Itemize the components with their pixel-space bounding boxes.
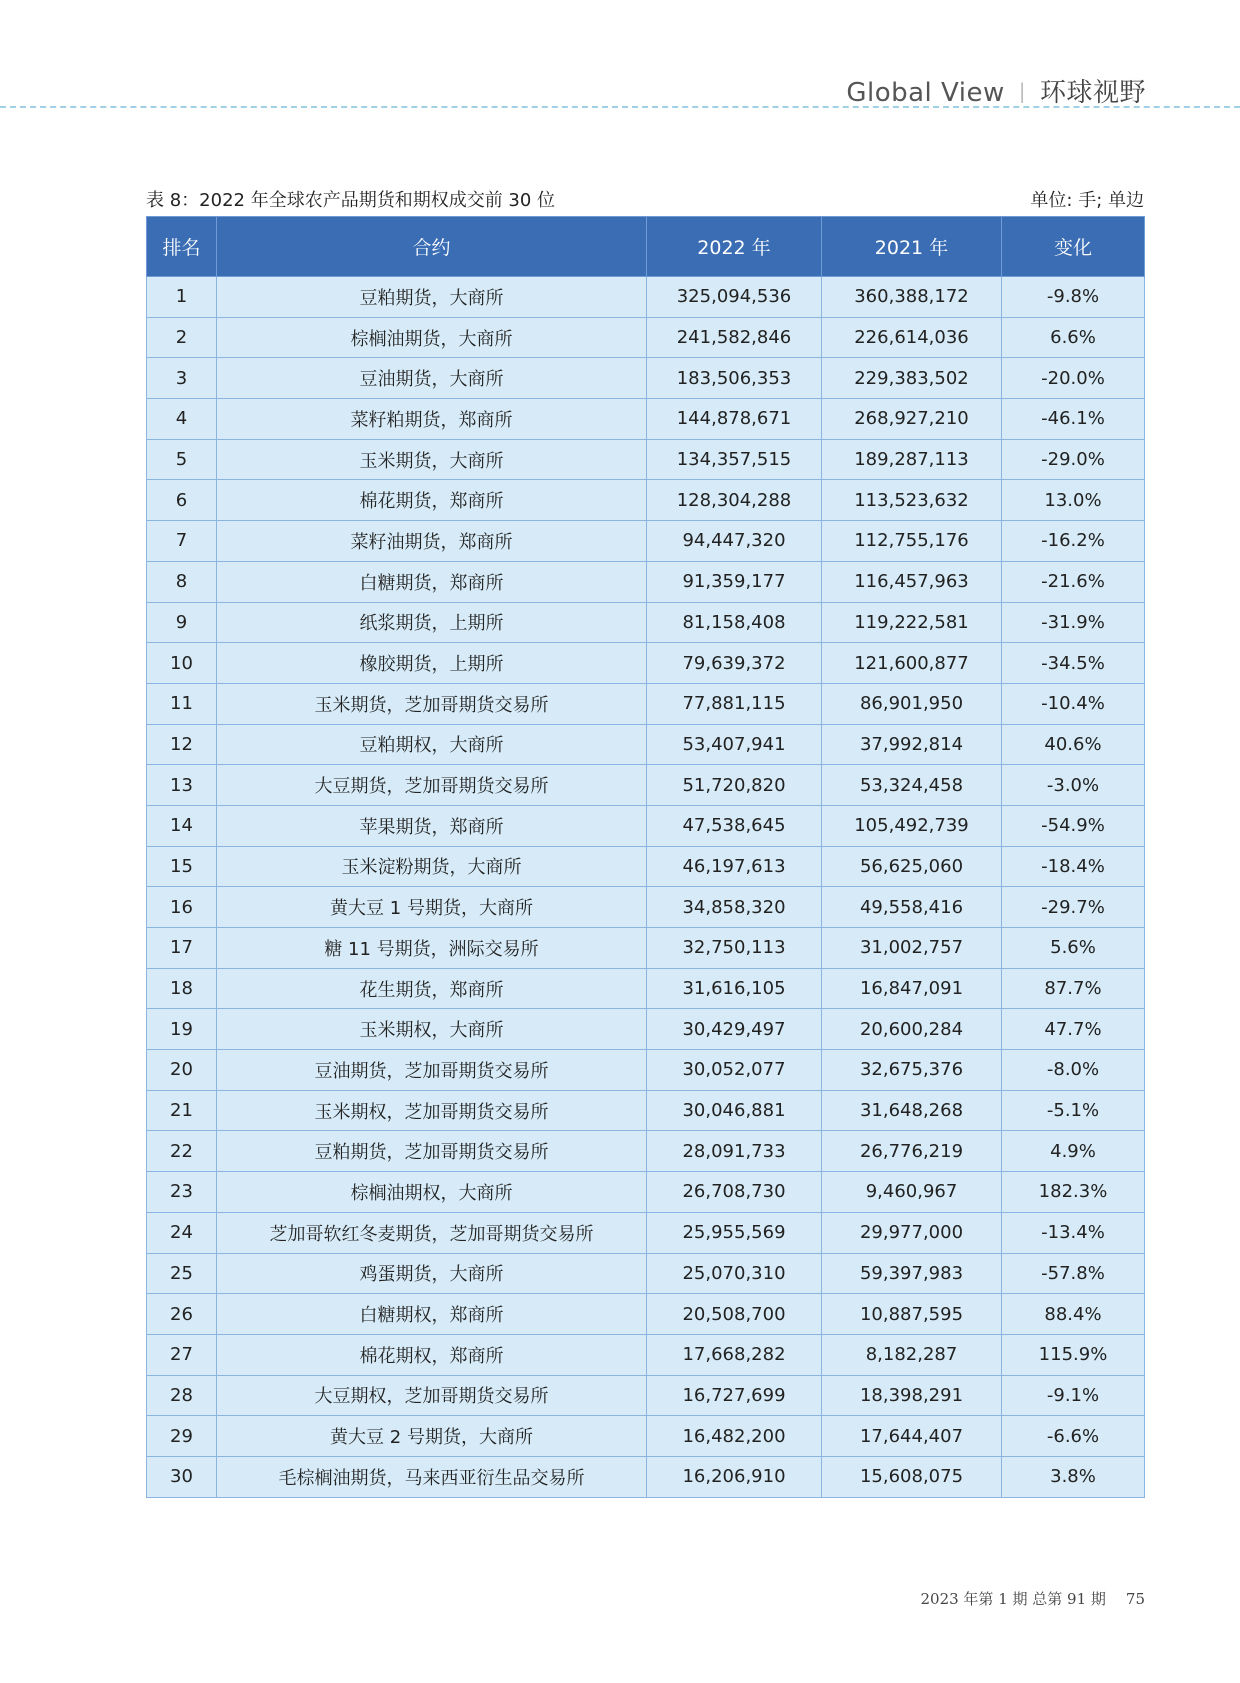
column-header-rank: 排名 xyxy=(147,217,217,277)
cell-rank: 16 xyxy=(147,887,217,928)
cell-volume-2021: 56,625,060 xyxy=(822,846,1002,887)
cell-change: 182.3% xyxy=(1002,1172,1145,1213)
cell-change: -16.2% xyxy=(1002,521,1145,562)
cell-change: -18.4% xyxy=(1002,846,1145,887)
cell-contract: 橡胶期货，上期所 xyxy=(217,643,647,684)
cell-change: 6.6% xyxy=(1002,317,1145,358)
cell-change: 47.7% xyxy=(1002,1009,1145,1050)
header-divider xyxy=(0,106,1240,108)
cell-contract: 白糖期权，郑商所 xyxy=(217,1294,647,1335)
cell-contract: 豆粕期货，大商所 xyxy=(217,277,647,318)
cell-volume-2021: 16,847,091 xyxy=(822,968,1002,1009)
cell-volume-2022: 34,858,320 xyxy=(647,887,822,928)
cell-change: -10.4% xyxy=(1002,683,1145,724)
cell-change: -8.0% xyxy=(1002,1050,1145,1091)
cell-volume-2022: 17,668,282 xyxy=(647,1334,822,1375)
cell-volume-2022: 53,407,941 xyxy=(647,724,822,765)
cell-volume-2021: 37,992,814 xyxy=(822,724,1002,765)
cell-contract: 棕榈油期权，大商所 xyxy=(217,1172,647,1213)
cell-contract: 豆油期货，芝加哥期货交易所 xyxy=(217,1050,647,1091)
cell-volume-2022: 30,046,881 xyxy=(647,1090,822,1131)
cell-rank: 22 xyxy=(147,1131,217,1172)
cell-rank: 3 xyxy=(147,358,217,399)
cell-contract: 毛棕榈油期货，马来西亚衍生品交易所 xyxy=(217,1456,647,1497)
cell-change: -21.6% xyxy=(1002,561,1145,602)
cell-change: 87.7% xyxy=(1002,968,1145,1009)
cell-rank: 9 xyxy=(147,602,217,643)
title-separator: | xyxy=(1018,79,1026,103)
cell-contract: 白糖期货，郑商所 xyxy=(217,561,647,602)
table-row xyxy=(147,1131,1145,1172)
cell-volume-2021: 29,977,000 xyxy=(822,1212,1002,1253)
cell-volume-2022: 325,094,536 xyxy=(647,277,822,318)
table-row xyxy=(147,277,1145,318)
cell-rank: 6 xyxy=(147,480,217,521)
cell-volume-2021: 31,648,268 xyxy=(822,1090,1002,1131)
page-footer xyxy=(920,1588,1145,1609)
cell-contract: 花生期货，郑商所 xyxy=(217,968,647,1009)
cell-rank: 30 xyxy=(147,1456,217,1497)
cell-rank: 21 xyxy=(147,1090,217,1131)
cell-contract: 黄大豆 1 号期货，大商所 xyxy=(217,887,647,928)
section-title xyxy=(846,72,1146,109)
cell-contract: 黄大豆 2 号期货，大商所 xyxy=(217,1416,647,1457)
table-body xyxy=(147,277,1145,1498)
table-row xyxy=(147,399,1145,440)
cell-volume-2021: 229,383,502 xyxy=(822,358,1002,399)
cell-rank: 4 xyxy=(147,399,217,440)
cell-rank: 15 xyxy=(147,846,217,887)
cell-rank: 5 xyxy=(147,439,217,480)
table-row xyxy=(147,1375,1145,1416)
cell-change: 3.8% xyxy=(1002,1456,1145,1497)
cell-change: -29.0% xyxy=(1002,439,1145,480)
cell-change: 40.6% xyxy=(1002,724,1145,765)
cell-volume-2021: 59,397,983 xyxy=(822,1253,1002,1294)
table-row xyxy=(147,887,1145,928)
cell-volume-2022: 26,708,730 xyxy=(647,1172,822,1213)
cell-rank: 12 xyxy=(147,724,217,765)
cell-contract: 玉米淀粉期货，大商所 xyxy=(217,846,647,887)
cell-change: 4.9% xyxy=(1002,1131,1145,1172)
cell-volume-2022: 28,091,733 xyxy=(647,1131,822,1172)
ranking-table xyxy=(146,216,1145,1498)
cell-change: -13.4% xyxy=(1002,1212,1145,1253)
cell-contract: 糖 11 号期货，洲际交易所 xyxy=(217,928,647,969)
cell-rank: 14 xyxy=(147,805,217,846)
cell-volume-2021: 226,614,036 xyxy=(822,317,1002,358)
cell-volume-2021: 360,388,172 xyxy=(822,277,1002,318)
cell-volume-2021: 113,523,632 xyxy=(822,480,1002,521)
cell-rank: 25 xyxy=(147,1253,217,1294)
table-caption xyxy=(146,186,1144,210)
cell-rank: 19 xyxy=(147,1009,217,1050)
cell-volume-2021: 32,675,376 xyxy=(822,1050,1002,1091)
cell-contract: 玉米期货，大商所 xyxy=(217,439,647,480)
table-row xyxy=(147,765,1145,806)
cell-contract: 棉花期权，郑商所 xyxy=(217,1334,647,1375)
cell-volume-2021: 268,927,210 xyxy=(822,399,1002,440)
cell-volume-2021: 20,600,284 xyxy=(822,1009,1002,1050)
cell-change: 5.6% xyxy=(1002,928,1145,969)
cell-volume-2021: 189,287,113 xyxy=(822,439,1002,480)
cell-contract: 玉米期权，大商所 xyxy=(217,1009,647,1050)
cell-change: -54.9% xyxy=(1002,805,1145,846)
table-header-row xyxy=(147,217,1145,277)
page-number: 75 xyxy=(1125,1590,1145,1608)
table-row xyxy=(147,1294,1145,1335)
table-row xyxy=(147,1456,1145,1497)
cell-volume-2022: 241,582,846 xyxy=(647,317,822,358)
cell-volume-2022: 31,616,105 xyxy=(647,968,822,1009)
cell-change: 88.4% xyxy=(1002,1294,1145,1335)
cell-contract: 豆油期货，大商所 xyxy=(217,358,647,399)
cell-volume-2022: 77,881,115 xyxy=(647,683,822,724)
table-row xyxy=(147,968,1145,1009)
cell-rank: 13 xyxy=(147,765,217,806)
cell-volume-2022: 25,955,569 xyxy=(647,1212,822,1253)
table-row xyxy=(147,358,1145,399)
cell-volume-2022: 51,720,820 xyxy=(647,765,822,806)
cell-contract: 豆粕期权，大商所 xyxy=(217,724,647,765)
cell-change: -9.8% xyxy=(1002,277,1145,318)
cell-volume-2021: 18,398,291 xyxy=(822,1375,1002,1416)
column-header-2022: 2022 年 xyxy=(647,217,822,277)
cell-volume-2022: 32,750,113 xyxy=(647,928,822,969)
cell-volume-2021: 86,901,950 xyxy=(822,683,1002,724)
cell-change: -46.1% xyxy=(1002,399,1145,440)
cell-rank: 29 xyxy=(147,1416,217,1457)
table-row xyxy=(147,1172,1145,1213)
table-row xyxy=(147,439,1145,480)
cell-change: -5.1% xyxy=(1002,1090,1145,1131)
cell-contract: 菜籽油期货，郑商所 xyxy=(217,521,647,562)
cell-contract: 豆粕期货，芝加哥期货交易所 xyxy=(217,1131,647,1172)
cell-change: -29.7% xyxy=(1002,887,1145,928)
cell-change: 115.9% xyxy=(1002,1334,1145,1375)
cell-volume-2022: 16,727,699 xyxy=(647,1375,822,1416)
cell-volume-2021: 116,457,963 xyxy=(822,561,1002,602)
cell-change: -3.0% xyxy=(1002,765,1145,806)
table-row xyxy=(147,643,1145,684)
table-row xyxy=(147,1334,1145,1375)
cell-rank: 26 xyxy=(147,1294,217,1335)
cell-volume-2022: 91,359,177 xyxy=(647,561,822,602)
table-row xyxy=(147,683,1145,724)
cell-volume-2021: 9,460,967 xyxy=(822,1172,1002,1213)
cell-volume-2022: 79,639,372 xyxy=(647,643,822,684)
cell-rank: 10 xyxy=(147,643,217,684)
table-row xyxy=(147,317,1145,358)
cell-volume-2021: 119,222,581 xyxy=(822,602,1002,643)
cell-rank: 24 xyxy=(147,1212,217,1253)
cell-rank: 8 xyxy=(147,561,217,602)
cell-change: -6.6% xyxy=(1002,1416,1145,1457)
cell-volume-2021: 17,644,407 xyxy=(822,1416,1002,1457)
table-row xyxy=(147,805,1145,846)
cell-volume-2022: 47,538,645 xyxy=(647,805,822,846)
cell-contract: 玉米期货，芝加哥期货交易所 xyxy=(217,683,647,724)
cell-volume-2022: 30,052,077 xyxy=(647,1050,822,1091)
cell-volume-2021: 26,776,219 xyxy=(822,1131,1002,1172)
cell-change: -9.1% xyxy=(1002,1375,1145,1416)
table-title: 表 8：2022 年全球农产品期货和期权成交前 30 位 xyxy=(146,190,556,211)
cell-contract: 大豆期货，芝加哥期货交易所 xyxy=(217,765,647,806)
cell-volume-2021: 8,182,287 xyxy=(822,1334,1002,1375)
cell-volume-2022: 183,506,353 xyxy=(647,358,822,399)
table-row xyxy=(147,1050,1145,1091)
cell-volume-2022: 81,158,408 xyxy=(647,602,822,643)
table-row xyxy=(147,928,1145,969)
cell-contract: 菜籽粕期货，郑商所 xyxy=(217,399,647,440)
column-header-contract: 合约 xyxy=(217,217,647,277)
table-unit: 单位: 手; 单边 xyxy=(1030,190,1144,211)
page-header xyxy=(0,70,1240,106)
table-row xyxy=(147,561,1145,602)
cell-volume-2021: 31,002,757 xyxy=(822,928,1002,969)
cell-rank: 2 xyxy=(147,317,217,358)
cell-contract: 芝加哥软红冬麦期货，芝加哥期货交易所 xyxy=(217,1212,647,1253)
cell-rank: 27 xyxy=(147,1334,217,1375)
cell-contract: 苹果期货，郑商所 xyxy=(217,805,647,846)
cell-volume-2021: 49,558,416 xyxy=(822,887,1002,928)
column-header-change: 变化 xyxy=(1002,217,1145,277)
cell-rank: 23 xyxy=(147,1172,217,1213)
table-row xyxy=(147,480,1145,521)
cell-volume-2022: 144,878,671 xyxy=(647,399,822,440)
table-row xyxy=(147,1212,1145,1253)
cell-volume-2022: 128,304,288 xyxy=(647,480,822,521)
cell-volume-2022: 46,197,613 xyxy=(647,846,822,887)
table-row xyxy=(147,521,1145,562)
cell-rank: 11 xyxy=(147,683,217,724)
section-title-en: Global View xyxy=(846,78,1005,108)
cell-volume-2022: 134,357,515 xyxy=(647,439,822,480)
cell-change: -20.0% xyxy=(1002,358,1145,399)
cell-rank: 7 xyxy=(147,521,217,562)
table-row xyxy=(147,1416,1145,1457)
cell-contract: 棉花期货，郑商所 xyxy=(217,480,647,521)
cell-rank: 18 xyxy=(147,968,217,1009)
cell-volume-2021: 105,492,739 xyxy=(822,805,1002,846)
table-row xyxy=(147,724,1145,765)
cell-rank: 20 xyxy=(147,1050,217,1091)
cell-change: -31.9% xyxy=(1002,602,1145,643)
cell-rank: 17 xyxy=(147,928,217,969)
cell-rank: 28 xyxy=(147,1375,217,1416)
cell-change: 13.0% xyxy=(1002,480,1145,521)
cell-volume-2021: 15,608,075 xyxy=(822,1456,1002,1497)
cell-volume-2022: 94,447,320 xyxy=(647,521,822,562)
column-header-2021: 2021 年 xyxy=(822,217,1002,277)
cell-change: -57.8% xyxy=(1002,1253,1145,1294)
cell-volume-2021: 112,755,176 xyxy=(822,521,1002,562)
cell-volume-2022: 30,429,497 xyxy=(647,1009,822,1050)
cell-volume-2021: 53,324,458 xyxy=(822,765,1002,806)
cell-contract: 鸡蛋期货，大商所 xyxy=(217,1253,647,1294)
cell-volume-2021: 121,600,877 xyxy=(822,643,1002,684)
cell-contract: 大豆期权，芝加哥期货交易所 xyxy=(217,1375,647,1416)
cell-volume-2021: 10,887,595 xyxy=(822,1294,1002,1335)
issue-info: 2023 年第 1 期 总第 91 期 xyxy=(920,1590,1106,1608)
cell-rank: 1 xyxy=(147,277,217,318)
cell-volume-2022: 20,508,700 xyxy=(647,1294,822,1335)
cell-volume-2022: 16,206,910 xyxy=(647,1456,822,1497)
section-title-cn: 环球视野 xyxy=(1039,78,1146,108)
cell-change: -34.5% xyxy=(1002,643,1145,684)
cell-contract: 玉米期权，芝加哥期货交易所 xyxy=(217,1090,647,1131)
cell-contract: 棕榈油期货，大商所 xyxy=(217,317,647,358)
table-row xyxy=(147,846,1145,887)
cell-volume-2022: 25,070,310 xyxy=(647,1253,822,1294)
table-row xyxy=(147,1009,1145,1050)
table-row xyxy=(147,1253,1145,1294)
table-row xyxy=(147,1090,1145,1131)
cell-contract: 纸浆期货，上期所 xyxy=(217,602,647,643)
cell-volume-2022: 16,482,200 xyxy=(647,1416,822,1457)
table-row xyxy=(147,602,1145,643)
